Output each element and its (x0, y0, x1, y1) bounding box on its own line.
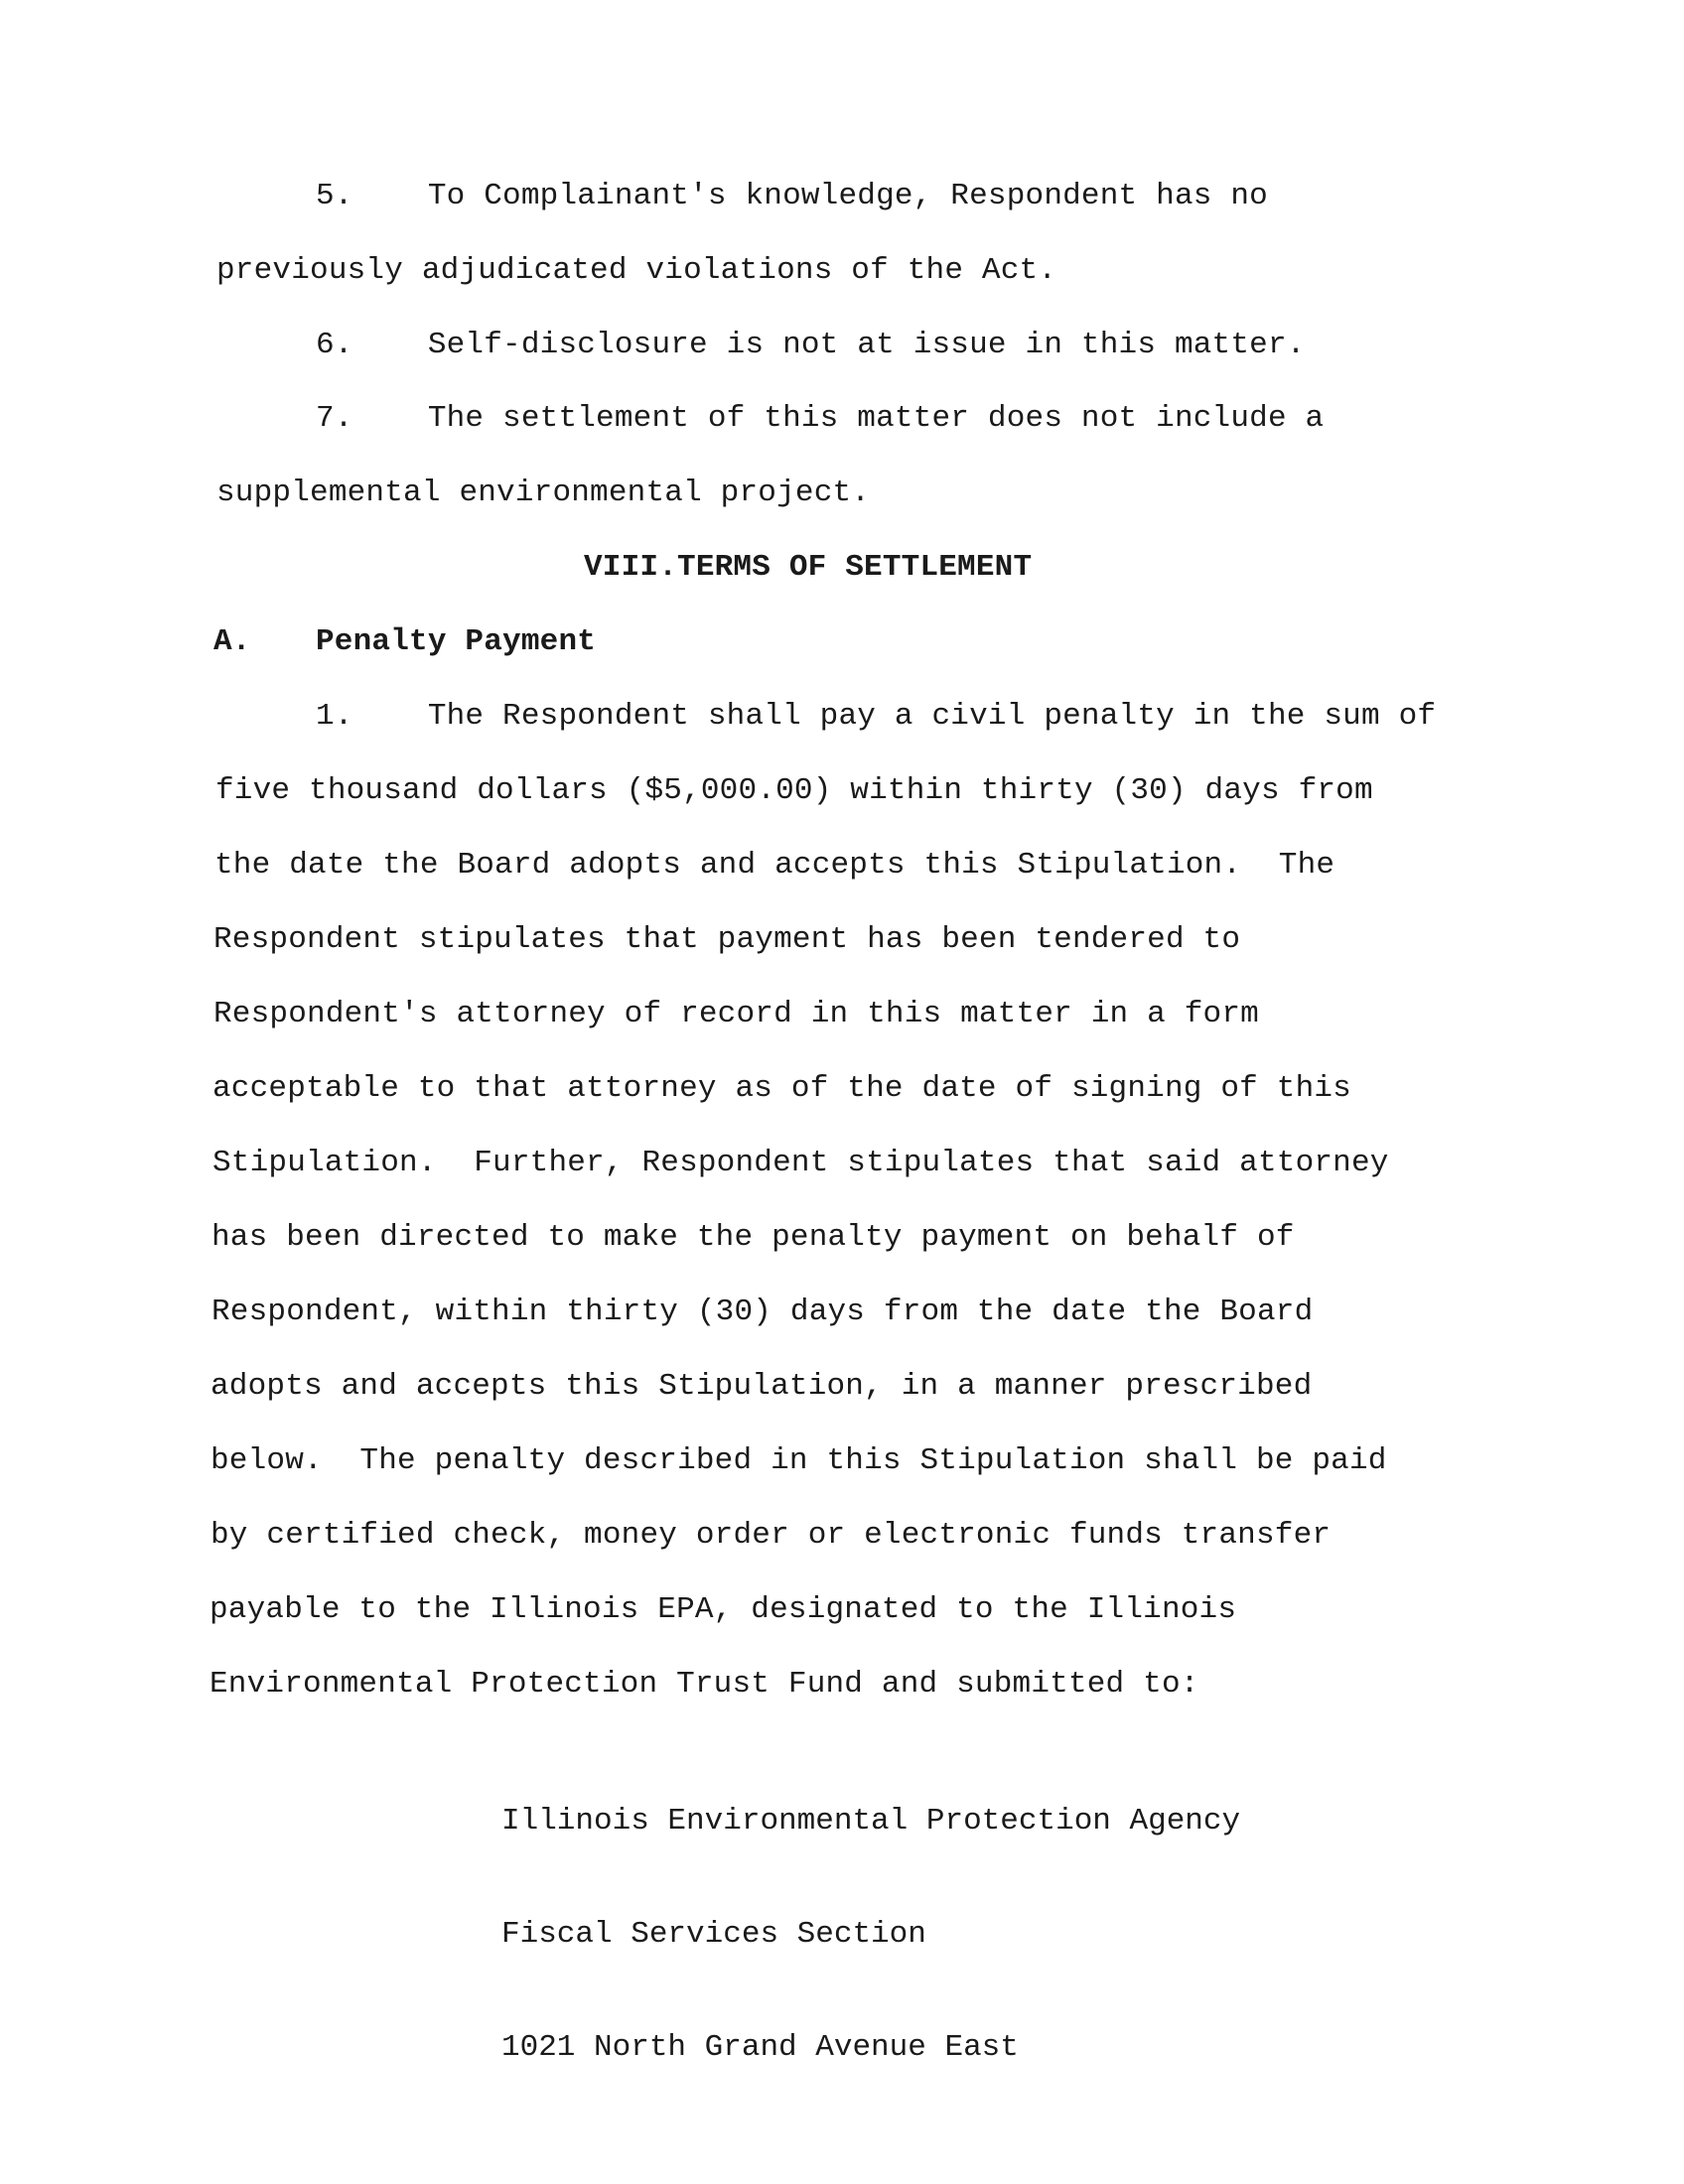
payment-line-11: below. The penalty described in this Stipulation shall be paid (210, 1443, 1387, 1478)
payment-line-12: by certified check, money order or electronic funds transfer (210, 1518, 1332, 1553)
payment-line-5: Respondent's attorney of record in this matter in a form (213, 997, 1259, 1031)
paragraph-5-line-1: 5. To Complainant's knowledge, Respondent has no (316, 179, 1268, 213)
payment-line-4: Respondent stipulates that payment has been tendered to (213, 922, 1241, 957)
payment-line-7: Stipulation. Further, Respondent stipulates that said attorney (212, 1146, 1389, 1180)
payment-line-9: Respondent, within thirty (30) days from the date the Board (211, 1295, 1314, 1329)
paragraph-5-line-2: previously adjudicated violations of the Act. (216, 253, 1057, 288)
payment-line-10: adopts and accepts this Stipulation, in a manner prescribed (210, 1369, 1313, 1404)
paragraph-7-line-2: supplemental environmental project. (216, 476, 871, 510)
address-line-3: 1021 North Grand Avenue East (501, 2030, 1019, 2065)
subsection-letter: A. (213, 624, 251, 659)
payment-line-6: acceptable to that attorney as of the date of signing of this (212, 1071, 1351, 1106)
payment-line-8: has been directed to make the penalty payment on behalf of (211, 1220, 1295, 1255)
address-line-1: Illinois Environmental Protection Agency (501, 1804, 1241, 1839)
payment-line-13: payable to the Illinois EPA, designated to the Illinois (210, 1592, 1237, 1627)
payment-line-1: 1. The Respondent shall pay a civil penalty in the sum of (316, 699, 1437, 734)
mailing-address-block (501, 1727, 1240, 2142)
paragraph-6-line-1: 6. Self-disclosure is not at issue in this matter. (316, 328, 1306, 362)
paragraph-7-line-1: 7. The settlement of this matter does not include a (316, 401, 1325, 436)
subsection-heading: Penalty Payment (316, 624, 597, 659)
payment-line-14: Environmental Protection Trust Fund and submitted to: (210, 1667, 1199, 1702)
payment-line-2: five thousand dollars ($5,000.00) within thirty (30) days from (215, 773, 1373, 808)
address-line-2: Fiscal Services Section (501, 1917, 926, 1952)
section-heading: VIII.TERMS OF SETTLEMENT (584, 550, 1033, 585)
payment-line-3: the date the Board adopts and accepts this Stipulation. The (214, 848, 1335, 883)
